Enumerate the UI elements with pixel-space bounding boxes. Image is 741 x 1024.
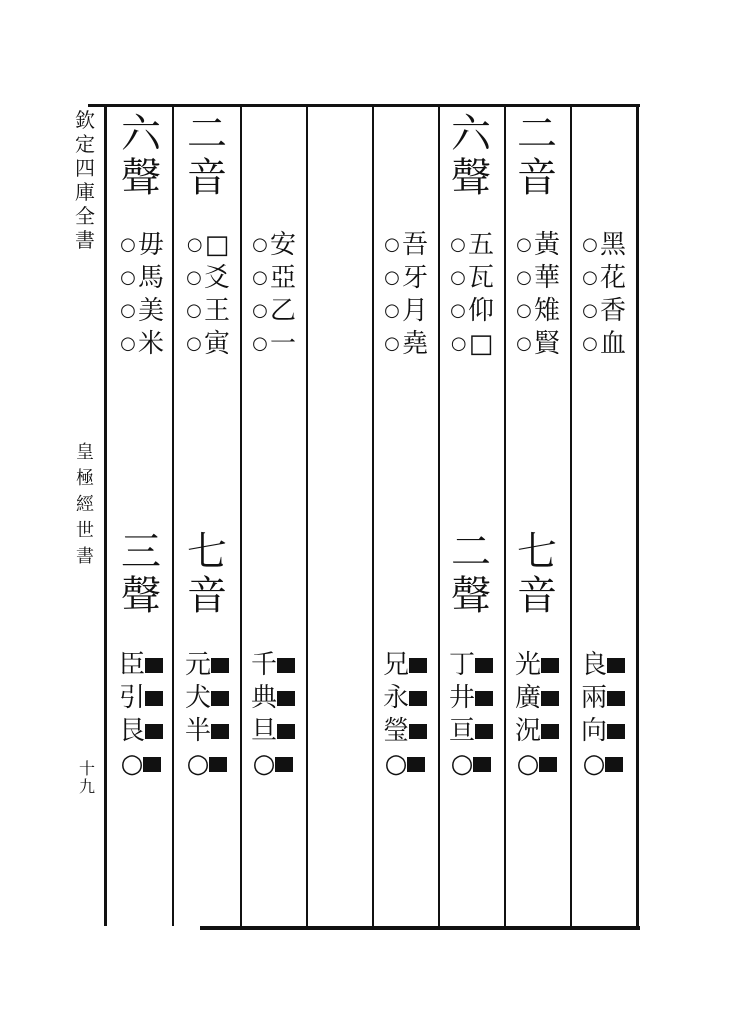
bottom-border (200, 926, 640, 930)
column-4-bottom: 兄 永 瑩 ○ (375, 648, 435, 780)
right-border (636, 104, 639, 926)
margin-book-title: 皇 極 經 世 書 (76, 442, 94, 567)
heading-char: 聲 (121, 155, 161, 201)
column-8-heading (115, 112, 167, 200)
column-7-bottom: 元 犬 半 ○ (177, 648, 237, 780)
heading-char: 二 (517, 111, 557, 157)
heading-char: 聲 (121, 573, 161, 619)
column-8-heading-2 (115, 530, 167, 618)
heading-char: 六 (121, 111, 161, 157)
column-divider (438, 106, 440, 926)
column-divider (172, 106, 174, 926)
margin-title: 欽 定 四 庫 全 書 (75, 108, 95, 252)
column-divider (240, 106, 242, 926)
column-2-top: ○黃 ○華 ○雉 ○賢 (516, 230, 560, 359)
column-7-top: ○□ ○爻 ○王 ○寅 (186, 230, 230, 359)
heading-char: 音 (187, 573, 227, 619)
column-3-bottom: 丁 井 亘 ○ (441, 648, 501, 780)
folio-number: 十 九 (78, 759, 95, 796)
column-6-top: ○安 ○亞 ○乙 ○一 (252, 230, 296, 359)
heading-char: 聲 (451, 573, 491, 619)
column-1-top: ○黑 ○花 ○香 ○血 (582, 230, 626, 359)
left-border (104, 104, 107, 926)
column-2-heading (511, 112, 563, 200)
heading-char: 七 (517, 529, 557, 575)
column-divider (570, 106, 572, 926)
heading-char: 音 (187, 155, 227, 201)
column-2-bottom: 光 廣 況 ○ (507, 648, 567, 780)
column-1-bottom: 良 兩 向 ○ (573, 648, 633, 780)
column-8-bottom: 臣 引 艮 ○ (111, 648, 171, 780)
column-7-heading (181, 112, 233, 200)
column-2-heading-2 (511, 530, 563, 618)
column-3-heading-2 (445, 530, 497, 618)
column-7-heading-2 (181, 530, 233, 618)
heading-char: 三 (121, 529, 161, 575)
column-6-bottom: 千 典 旦 ○ (243, 648, 303, 780)
heading-char: 音 (517, 573, 557, 619)
column-divider (504, 106, 506, 926)
column-4-top: ○吾 ○牙 ○月 ○堯 (384, 230, 428, 359)
heading-char: 六 (451, 111, 491, 157)
heading-char: 二 (451, 529, 491, 575)
heading-char: 音 (517, 155, 557, 201)
column-8-top: ○毋 ○馬 ○美 ○米 (120, 230, 164, 359)
heading-char: 七 (187, 529, 227, 575)
heading-char: 二 (187, 111, 227, 157)
column-divider (306, 106, 308, 926)
column-3-heading (445, 112, 497, 200)
column-divider (372, 106, 374, 926)
top-border (88, 104, 640, 107)
column-3-top: ○五 ○瓦 ○仰 ○□ (450, 230, 494, 359)
heading-char: 聲 (451, 155, 491, 201)
